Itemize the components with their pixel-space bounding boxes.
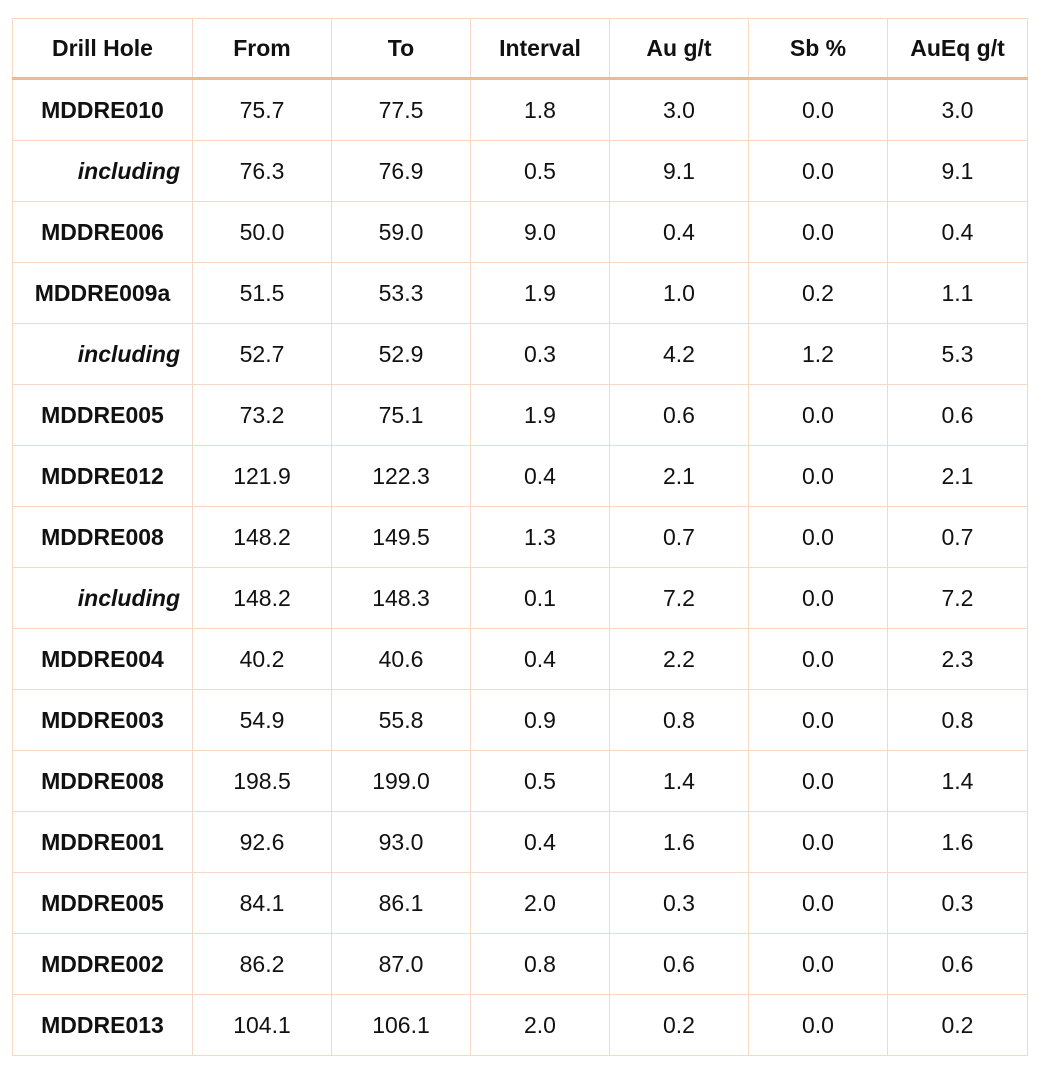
table-row bbox=[13, 324, 1028, 385]
cell-interval: 0.5 bbox=[471, 141, 610, 202]
cell-au: 0.7 bbox=[610, 507, 749, 568]
cell-aueq: 0.7 bbox=[888, 507, 1028, 568]
table-row bbox=[13, 79, 1028, 141]
cell-from: 76.3 bbox=[193, 141, 332, 202]
cell-au: 0.6 bbox=[610, 934, 749, 995]
table-row bbox=[13, 568, 1028, 629]
cell-to: 86.1 bbox=[332, 873, 471, 934]
cell-au: 2.2 bbox=[610, 629, 749, 690]
cell-au: 1.4 bbox=[610, 751, 749, 812]
table-row bbox=[13, 751, 1028, 812]
cell-drill-hole: MDDRE012 bbox=[13, 446, 193, 507]
cell-aueq: 9.1 bbox=[888, 141, 1028, 202]
cell-sb: 0.0 bbox=[749, 812, 888, 873]
table-row bbox=[13, 446, 1028, 507]
cell-sb: 0.0 bbox=[749, 507, 888, 568]
table-row bbox=[13, 507, 1028, 568]
cell-drill-hole: MDDRE009a bbox=[13, 263, 193, 324]
cell-from: 148.2 bbox=[193, 507, 332, 568]
cell-from: 51.5 bbox=[193, 263, 332, 324]
cell-aueq: 1.4 bbox=[888, 751, 1028, 812]
cell-from: 86.2 bbox=[193, 934, 332, 995]
cell-to: 77.5 bbox=[332, 79, 471, 141]
table-row bbox=[13, 202, 1028, 263]
cell-aueq: 1.6 bbox=[888, 812, 1028, 873]
cell-from: 52.7 bbox=[193, 324, 332, 385]
cell-from: 104.1 bbox=[193, 995, 332, 1056]
table-row bbox=[13, 995, 1028, 1056]
cell-au: 0.8 bbox=[610, 690, 749, 751]
cell-drill-hole: MDDRE003 bbox=[13, 690, 193, 751]
table-row bbox=[13, 812, 1028, 873]
cell-au: 0.6 bbox=[610, 385, 749, 446]
cell-to: 75.1 bbox=[332, 385, 471, 446]
cell-sb: 0.0 bbox=[749, 873, 888, 934]
cell-sb: 0.2 bbox=[749, 263, 888, 324]
cell-drill-hole: MDDRE005 bbox=[13, 873, 193, 934]
cell-from: 121.9 bbox=[193, 446, 332, 507]
header-aueq: AuEq g/t bbox=[888, 19, 1028, 79]
cell-to: 199.0 bbox=[332, 751, 471, 812]
cell-drill-hole: MDDRE001 bbox=[13, 812, 193, 873]
cell-au: 0.2 bbox=[610, 995, 749, 1056]
cell-aueq: 7.2 bbox=[888, 568, 1028, 629]
cell-sb: 0.0 bbox=[749, 446, 888, 507]
cell-from: 75.7 bbox=[193, 79, 332, 141]
cell-to: 148.3 bbox=[332, 568, 471, 629]
cell-interval: 0.1 bbox=[471, 568, 610, 629]
cell-drill-hole: MDDRE008 bbox=[13, 507, 193, 568]
table-row bbox=[13, 690, 1028, 751]
cell-interval: 1.3 bbox=[471, 507, 610, 568]
cell-to: 52.9 bbox=[332, 324, 471, 385]
cell-sb: 0.0 bbox=[749, 385, 888, 446]
cell-au: 4.2 bbox=[610, 324, 749, 385]
cell-sb: 0.0 bbox=[749, 751, 888, 812]
table-row bbox=[13, 141, 1028, 202]
cell-au: 1.6 bbox=[610, 812, 749, 873]
cell-sb: 1.2 bbox=[749, 324, 888, 385]
cell-drill-hole: MDDRE013 bbox=[13, 995, 193, 1056]
cell-interval: 0.4 bbox=[471, 629, 610, 690]
table-row bbox=[13, 873, 1028, 934]
cell-interval: 0.4 bbox=[471, 446, 610, 507]
cell-interval: 1.9 bbox=[471, 263, 610, 324]
header-row bbox=[13, 19, 1028, 79]
cell-from: 92.6 bbox=[193, 812, 332, 873]
cell-au: 3.0 bbox=[610, 79, 749, 141]
header-interval: Interval bbox=[471, 19, 610, 79]
cell-sb: 0.0 bbox=[749, 568, 888, 629]
cell-to: 122.3 bbox=[332, 446, 471, 507]
cell-aueq: 0.6 bbox=[888, 934, 1028, 995]
cell-au: 9.1 bbox=[610, 141, 749, 202]
cell-au: 7.2 bbox=[610, 568, 749, 629]
cell-aueq: 1.1 bbox=[888, 263, 1028, 324]
cell-aueq: 3.0 bbox=[888, 79, 1028, 141]
cell-interval: 0.9 bbox=[471, 690, 610, 751]
cell-drill-hole: MDDRE010 bbox=[13, 79, 193, 141]
cell-sb: 0.0 bbox=[749, 690, 888, 751]
cell-to: 53.3 bbox=[332, 263, 471, 324]
cell-sb: 0.0 bbox=[749, 995, 888, 1056]
cell-to: 40.6 bbox=[332, 629, 471, 690]
cell-from: 73.2 bbox=[193, 385, 332, 446]
cell-drill-hole: MDDRE002 bbox=[13, 934, 193, 995]
table-body bbox=[13, 79, 1028, 1056]
cell-interval: 0.3 bbox=[471, 324, 610, 385]
cell-interval: 1.9 bbox=[471, 385, 610, 446]
cell-to: 106.1 bbox=[332, 995, 471, 1056]
cell-interval: 9.0 bbox=[471, 202, 610, 263]
cell-sb: 0.0 bbox=[749, 202, 888, 263]
cell-from: 148.2 bbox=[193, 568, 332, 629]
cell-sb: 0.0 bbox=[749, 141, 888, 202]
drill-results-table-container bbox=[12, 18, 1027, 1056]
cell-sb: 0.0 bbox=[749, 934, 888, 995]
cell-sb: 0.0 bbox=[749, 629, 888, 690]
header-au: Au g/t bbox=[610, 19, 749, 79]
cell-aueq: 5.3 bbox=[888, 324, 1028, 385]
cell-interval: 2.0 bbox=[471, 995, 610, 1056]
cell-aueq: 2.1 bbox=[888, 446, 1028, 507]
cell-aueq: 2.3 bbox=[888, 629, 1028, 690]
cell-to: 149.5 bbox=[332, 507, 471, 568]
table-row bbox=[13, 629, 1028, 690]
table-row bbox=[13, 263, 1028, 324]
drill-results-table bbox=[12, 18, 1028, 1056]
cell-to: 93.0 bbox=[332, 812, 471, 873]
cell-interval: 0.5 bbox=[471, 751, 610, 812]
cell-drill-hole: MDDRE006 bbox=[13, 202, 193, 263]
cell-interval: 1.8 bbox=[471, 79, 610, 141]
cell-interval: 2.0 bbox=[471, 873, 610, 934]
header-sb: Sb % bbox=[749, 19, 888, 79]
table-header bbox=[13, 19, 1028, 79]
cell-interval: 0.4 bbox=[471, 812, 610, 873]
cell-from: 50.0 bbox=[193, 202, 332, 263]
cell-to: 55.8 bbox=[332, 690, 471, 751]
cell-to: 59.0 bbox=[332, 202, 471, 263]
cell-aueq: 0.4 bbox=[888, 202, 1028, 263]
cell-aueq: 0.2 bbox=[888, 995, 1028, 1056]
cell-interval: 0.8 bbox=[471, 934, 610, 995]
cell-from: 84.1 bbox=[193, 873, 332, 934]
header-from: From bbox=[193, 19, 332, 79]
cell-drill-hole: including bbox=[13, 141, 193, 202]
cell-aueq: 0.8 bbox=[888, 690, 1028, 751]
cell-from: 198.5 bbox=[193, 751, 332, 812]
cell-drill-hole: MDDRE004 bbox=[13, 629, 193, 690]
cell-aueq: 0.3 bbox=[888, 873, 1028, 934]
cell-to: 76.9 bbox=[332, 141, 471, 202]
cell-au: 2.1 bbox=[610, 446, 749, 507]
table-row bbox=[13, 934, 1028, 995]
cell-sb: 0.0 bbox=[749, 79, 888, 141]
cell-aueq: 0.6 bbox=[888, 385, 1028, 446]
cell-to: 87.0 bbox=[332, 934, 471, 995]
cell-from: 54.9 bbox=[193, 690, 332, 751]
cell-au: 1.0 bbox=[610, 263, 749, 324]
cell-drill-hole: MDDRE005 bbox=[13, 385, 193, 446]
header-drill-hole: Drill Hole bbox=[13, 19, 193, 79]
table-row bbox=[13, 385, 1028, 446]
cell-au: 0.4 bbox=[610, 202, 749, 263]
cell-drill-hole: MDDRE008 bbox=[13, 751, 193, 812]
cell-drill-hole: including bbox=[13, 324, 193, 385]
cell-drill-hole: including bbox=[13, 568, 193, 629]
header-to: To bbox=[332, 19, 471, 79]
cell-from: 40.2 bbox=[193, 629, 332, 690]
cell-au: 0.3 bbox=[610, 873, 749, 934]
